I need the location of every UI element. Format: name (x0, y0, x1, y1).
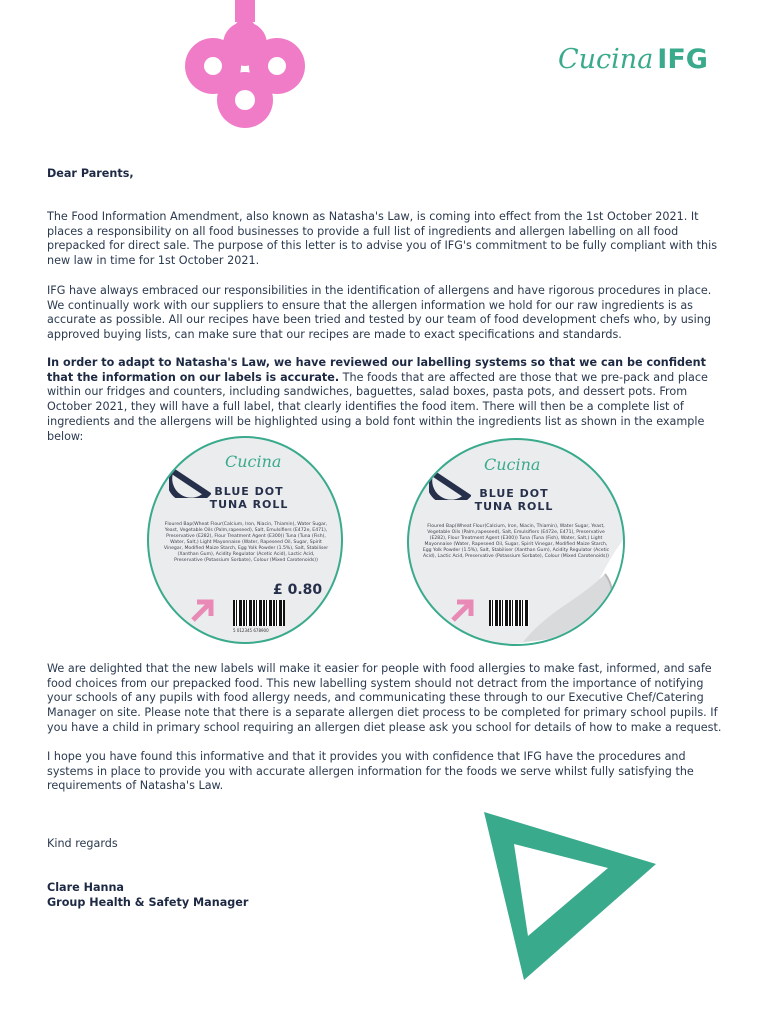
label-brand: Cucina (225, 452, 282, 471)
pink-flower-logo-icon (185, 0, 305, 132)
brand-suffix: IFG (657, 44, 708, 75)
food-label-peeled (407, 438, 625, 646)
barcode-digits: 5 012345 678900 (233, 628, 269, 633)
arrow-icon (189, 598, 215, 622)
arrow-icon (449, 598, 475, 622)
paragraph-4: We are delighted that the new labels will make it easier for people with food allergies to make fast, informed, and safe food choices from our prepacked food. This new labelling system should not detract from the importance of notifying your schools of any pupils with food allergy needs, and communicating these through to our Executive Chef/Catering Manager on site. Please note that there is a separate allergen diet process to be completed for primary school pupils. If you have a child in primary school requiring an allergen diet please ask you school for details of how to make a request. (47, 662, 722, 734)
signature-name: Clare Hanna (47, 881, 124, 894)
brand-logo (558, 44, 708, 76)
paragraph-3 (47, 356, 722, 444)
label-title: BLUE DOT TUNA ROLL (474, 487, 554, 513)
label-brand: Cucina (484, 455, 541, 474)
label-ingredients: Floured Bap(Wheat Flour(Calcium, Iron, Niacin, Thiamin), Water Sugar, Yeast, Vegetable Oils (Palm,rapeseed), Salt, Emulsifiers (E472e, E471), Preservative (E282), Flour Treatment Agent (E300)) Tuna (Tuna (Fish), Water, Salt,) Light Mayonnaise (Water, Rapeseed Oil, Sugar, Spirit Vinegar, Modified Maize Starch, Egg Yolk Powder (1.5%), Salt, Stabiliser (Xanthan Gum), Acidity Regulator (Acetic Acid), Lactic Acid, Preservative (Potassium Sorbate), Colour (Mixed Carotenoids)) (422, 524, 610, 559)
paragraph-3-text: The foods that are affected are those that we pre-pack and place within our fridges and counters, including sandwiches, baguettes, salad boxes, pasta pots, and dessert pots. From October 2021, they will have a full label, that clearly identifies the food item. There will then be a complete list of ingredients and the allergens will be highlighted using a bold font within the ingredients list as shown in the example below: (47, 370, 708, 443)
peel-corner (509, 540, 623, 644)
paragraph-1: The Food Information Amendment, also known as Natasha's Law, is coming into effect from the 1st October 2021. It places a responsibility on all food businesses to provide a full list of ingredients and allergen labelling on all food prepacked for direct sale. The purpose of this letter is to advise you of IFG's commitment to be fully compliant with this new law in time for 1st October 2021. (47, 210, 718, 268)
paragraph-5: I hope you have found this informative and that it provides you with confidence that IFG have the procedures and systems in place to provide you with accurate allergen information for the foods we serve whilst fully satisfying the requirements of Natasha's Law. (47, 750, 694, 793)
closing: Kind regards (47, 837, 118, 850)
food-label-flat (147, 436, 343, 644)
teal-triangle-icon (480, 808, 662, 984)
label-price: £ 0.80 (273, 582, 323, 598)
paragraph-2: IFG have always embraced our responsibilities in the identification of allergens and have rigorous procedures in place. We continually work with our suppliers to ensure that the allergen information we hold for our raw ingredients is as accurate as possible. All our recipes have been tried and tested by our team of food development chefs who, by using approved buying lists, can make sure that our recipes are made to exact specifications and standards. (47, 284, 712, 342)
signature-title: Group Health & Safety Manager (47, 896, 249, 909)
label-title: BLUE DOT TUNA ROLL (209, 485, 289, 511)
label-ingredients: Floured Bap(Wheat Flour(Calcium, Iron, Niacin, Thiamin), Water Sugar, Yeast, Vegetable Oils (Palm,rapeseed), Salt, Emulsifiers (E472e, E471), Preservative (E282), Flour Treatment Agent (E300)) Tuna (Tuna (Fish), Water, Salt,) Light Mayonnaise (Water, Rapeseed Oil, Sugar, Spirit Vinegar, Modified Maize Starch, Egg Yolk Powder (1.5%), Salt, Stabiliser (Xanthan Gum), Acidity Regulator (Acetic Acid), Lactic Acid, Preservative (Potassium Sorbate), Colour (Mixed Carotenoids)) (163, 522, 329, 563)
paragraph-3-bold: In order to adapt to Natasha's Law, we have reviewed our labelling systems so that we can be confident that the information on our labels is accurate. (47, 356, 706, 384)
salutation: Dear Parents, (47, 167, 134, 180)
brand-name: Cucina (558, 44, 654, 75)
barcode (233, 600, 285, 626)
